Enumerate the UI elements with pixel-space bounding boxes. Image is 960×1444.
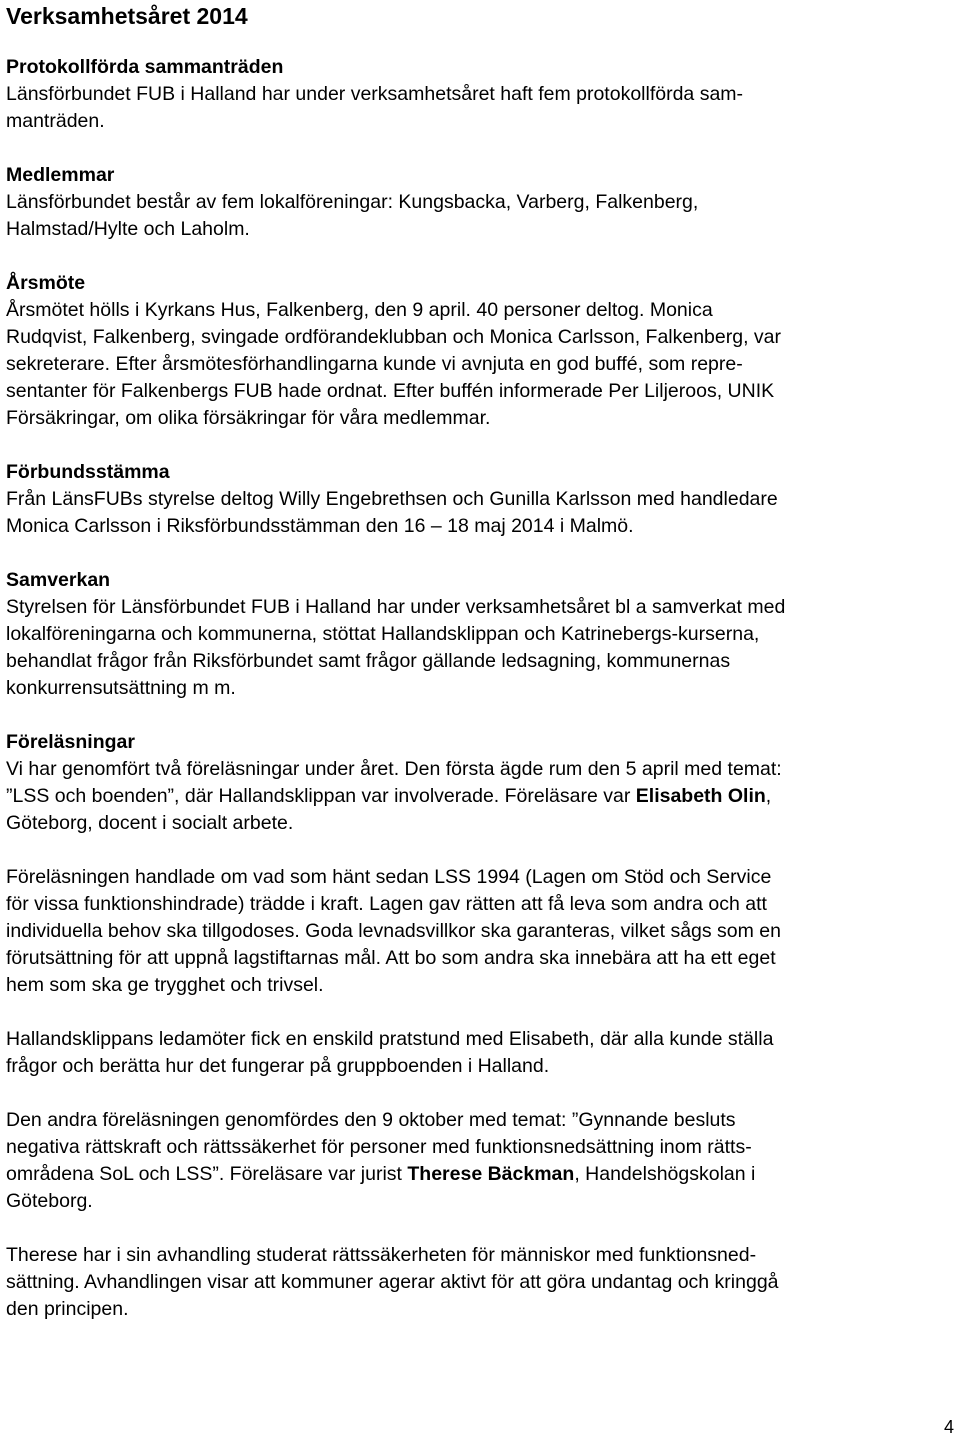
section-heading: Årsmöte [6, 272, 86, 294]
text-run: ”LSS och boenden”, där Hallandsklippan var involverade. Föreläsare var [6, 785, 636, 807]
speaker-name: Elisabeth Olin [635, 785, 766, 807]
spacer [6, 540, 952, 567]
paragraph-line: konkurrensutsättning m m. [6, 677, 236, 699]
spacer [6, 30, 952, 54]
spacer [6, 243, 952, 270]
speaker-name: Therese Bäckman [407, 1163, 575, 1185]
paragraph-line [6, 1161, 952, 1188]
paragraph-line: sekreterare. Efter årsmötesförhandlingarna kunde vi avnjuta en god buffé, som repre- [6, 353, 743, 375]
paragraph-line: Länsförbundet består av fem lokalföreningar: Kungsbacka, Varberg, Falkenberg, [6, 191, 699, 213]
paragraph-line [6, 783, 952, 810]
paragraph-line: förutsättning för att uppnå lagstiftarnas mål. Att bo som andra ska innebära att ha ett eget [6, 947, 776, 969]
section-heading: Protokollförda sammanträden [6, 56, 284, 78]
paragraph-line: Vi har genomfört två föreläsningar under året. Den första ägde rum den 5 april med temat: [6, 758, 782, 780]
page-number: 4 [943, 1417, 954, 1437]
spacer [6, 135, 952, 162]
section-heading: Förbundsstämma [6, 461, 170, 483]
paragraph-line: individuella behov ska tillgodoses. Goda levnadsvillkor ska garanteras, vilket sågs som en [6, 920, 781, 942]
text-run: , Handelshögskolan i [574, 1163, 756, 1185]
paragraph-line: Hallandsklippans ledamöter fick en enskild pratstund med Elisabeth, där alla kunde ställa [6, 1028, 774, 1050]
section-arsmote [6, 270, 952, 432]
section-forelasningar [6, 729, 952, 1323]
paragraph-line: lokalföreningarna och kommunerna, stöttat Hallandsklippan och Katrinebergs-kurserna, [6, 623, 760, 645]
spacer [6, 1215, 952, 1242]
paragraph-line: Halmstad/Hylte och Laholm. [6, 218, 250, 240]
spacer [6, 702, 952, 729]
section-medlemmar [6, 162, 952, 243]
paragraph-line: sentanter för Falkenbergs FUB hade ordnat. Efter buffén informerade Per Liljeroos, UNIK [6, 380, 775, 402]
paragraph-line: Försäkringar, om olika försäkringar för våra medlemmar. [6, 407, 491, 429]
spacer [6, 432, 952, 459]
paragraph-line: Den andra föreläsningen genomfördes den 9 oktober med temat: ”Gynnande besluts [6, 1109, 736, 1131]
section-heading: Föreläsningar [6, 731, 135, 753]
paragraph-line: Föreläsningen handlade om vad som hänt sedan LSS 1994 (Lagen om Stöd och Service [6, 866, 772, 888]
document-title: Verksamhetsåret 2014 [6, 3, 248, 29]
spacer [6, 837, 952, 864]
section-protokoll [6, 54, 952, 135]
paragraph-line: sättning. Avhandlingen visar att kommuner agerar aktivt för att göra undantag och kringgå [6, 1271, 779, 1293]
paragraph-line: för vissa funktionshindrade) trädde i kraft. Lagen gav rätten att få leva som andra och att [6, 893, 767, 915]
paragraph-line: Årsmötet hölls i Kyrkans Hus, Falkenberg, den 9 april. 40 personer deltog. Monica [6, 299, 713, 321]
paragraph-line: frågor och berätta hur det fungerar på gruppboenden i Halland. [6, 1055, 550, 1077]
paragraph-line: manträden. [6, 110, 105, 132]
paragraph-line: den principen. [6, 1298, 129, 1320]
spacer [6, 999, 952, 1026]
paragraph-line: hem som ska ge trygghet och trivsel. [6, 974, 324, 996]
paragraph-line: Länsförbundet FUB i Halland har under verksamhetsåret haft fem protokollförda sam- [6, 83, 744, 105]
section-heading: Medlemmar [6, 164, 115, 186]
section-samverkan [6, 567, 952, 702]
paragraph-line: Therese har i sin avhandling studerat rättssäkerheten för människor med funktionsned- [6, 1244, 757, 1266]
section-forbundsstamma [6, 459, 952, 540]
paragraph-line: Rudqvist, Falkenberg, svingade ordförandeklubban och Monica Carlsson, Falkenberg, var [6, 326, 782, 348]
section-heading: Samverkan [6, 569, 111, 591]
paragraph-line: Göteborg, docent i socialt arbete. [6, 812, 294, 834]
spacer [6, 1080, 952, 1107]
paragraph-line: negativa rättskraft och rättssäkerhet för personer med funktionsnedsättning inom rätts- [6, 1136, 752, 1158]
paragraph-line: behandlat frågor från Riksförbundet samt frågor gällande ledsagning, kommunernas [6, 650, 731, 672]
paragraph-line: Styrelsen för Länsförbundet FUB i Halland har under verksamhetsåret bl a samverkat med [6, 596, 786, 618]
text-run: områdena SoL och LSS”. Föreläsare var jurist [6, 1163, 408, 1185]
paragraph-line: Från LänsFUBs styrelse deltog Willy Engebrethsen och Gunilla Karlsson med handledare [6, 488, 778, 510]
paragraph-line: Göteborg. [6, 1190, 93, 1212]
text-run: , [765, 785, 772, 807]
paragraph-line: Monica Carlsson i Riksförbundsstämman den 16 – 18 maj 2014 i Malmö. [6, 515, 634, 537]
